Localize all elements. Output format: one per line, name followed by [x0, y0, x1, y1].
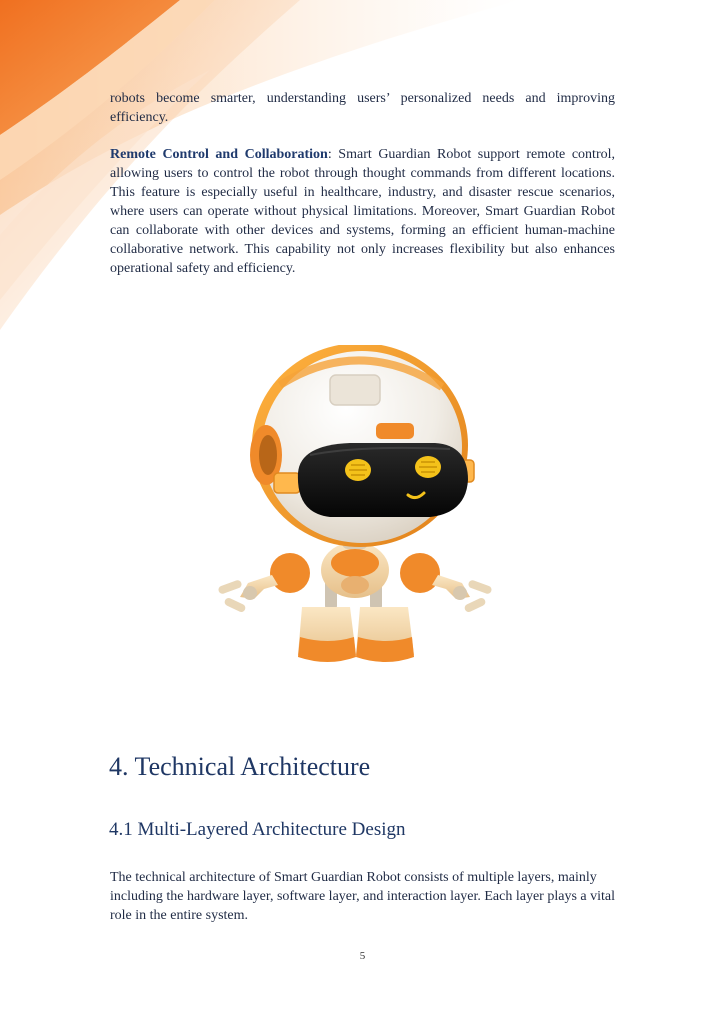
- page-number: 5: [359, 950, 366, 962]
- paragraph-body: : Smart Guardian Robot support remote control, allowing users to control the robot through thought commands from different locations. This feature is especially useful in healthcare, industry, and disaster rescue scenarios, where users can operate without physical limitations. Moreover, Smart Guardian Robot can collaborate with other devices and systems, forming an efficient human-machine collaborative network. This capability not only increases flexibility but also enhances operational safety and efficiency.: [110, 147, 615, 276]
- paragraph-remote-control: [110, 145, 615, 278]
- subsection-heading: 4.1 Multi-Layered Architecture Design: [109, 819, 406, 840]
- robot-illustration: [210, 345, 500, 675]
- paragraph-continuation: robots become smarter, understanding users’ personalized needs and improving efficiency.: [110, 91, 615, 125]
- section-heading: 4. Technical Architecture: [109, 752, 371, 781]
- paragraph-lead-term: Remote Control and Collaboration: [110, 147, 328, 162]
- paragraph-architecture: The technical architecture of Smart Guardian Robot consists of multiple layers, mainly including the hardware layer, software layer, and interaction layer. Each layer plays a vital role in the entire system.: [110, 870, 615, 923]
